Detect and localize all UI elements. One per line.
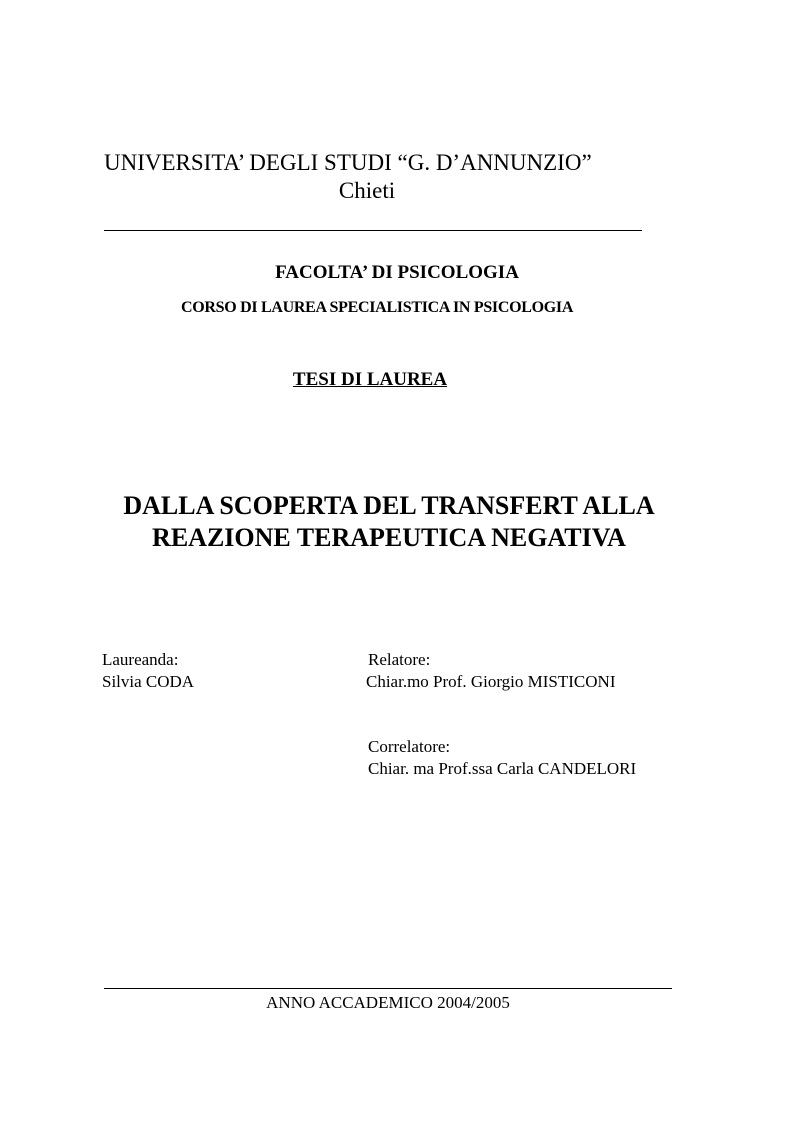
thesis-title-line-2: REAZIONE TERAPEUTICA NEGATIVA bbox=[152, 523, 626, 552]
university-city: Chieti bbox=[338, 178, 396, 203]
header-divider bbox=[104, 230, 642, 231]
thesis-label: TESI DI LAUREA bbox=[292, 369, 448, 390]
thesis-title bbox=[100, 490, 678, 554]
faculty-name: FACOLTA’ DI PSICOLOGIA bbox=[275, 262, 519, 283]
footer-divider bbox=[104, 988, 672, 989]
student-name: Silvia CODA bbox=[102, 672, 195, 691]
student-label: Laureanda: bbox=[102, 650, 179, 669]
correlatore-name: Chiar. ma Prof.ssa Carla CANDELORI bbox=[368, 759, 637, 778]
relatore-label: Relatore: bbox=[368, 650, 431, 669]
thesis-title-line-1: DALLA SCOPERTA DEL TRANSFERT ALLA bbox=[123, 491, 655, 520]
relatore-name: Chiar.mo Prof. Giorgio MISTICONI bbox=[366, 672, 616, 691]
university-name: UNIVERSITA’ DEGLI STUDI “G. D’ANNUNZIO” bbox=[104, 150, 592, 175]
course-name: CORSO DI LAUREA SPECIALISTICA IN PSICOLOGIA bbox=[181, 299, 574, 316]
academic-year: ANNO ACCADEMICO 2004/2005 bbox=[266, 993, 510, 1012]
correlatore-label: Correlatore: bbox=[368, 737, 451, 756]
